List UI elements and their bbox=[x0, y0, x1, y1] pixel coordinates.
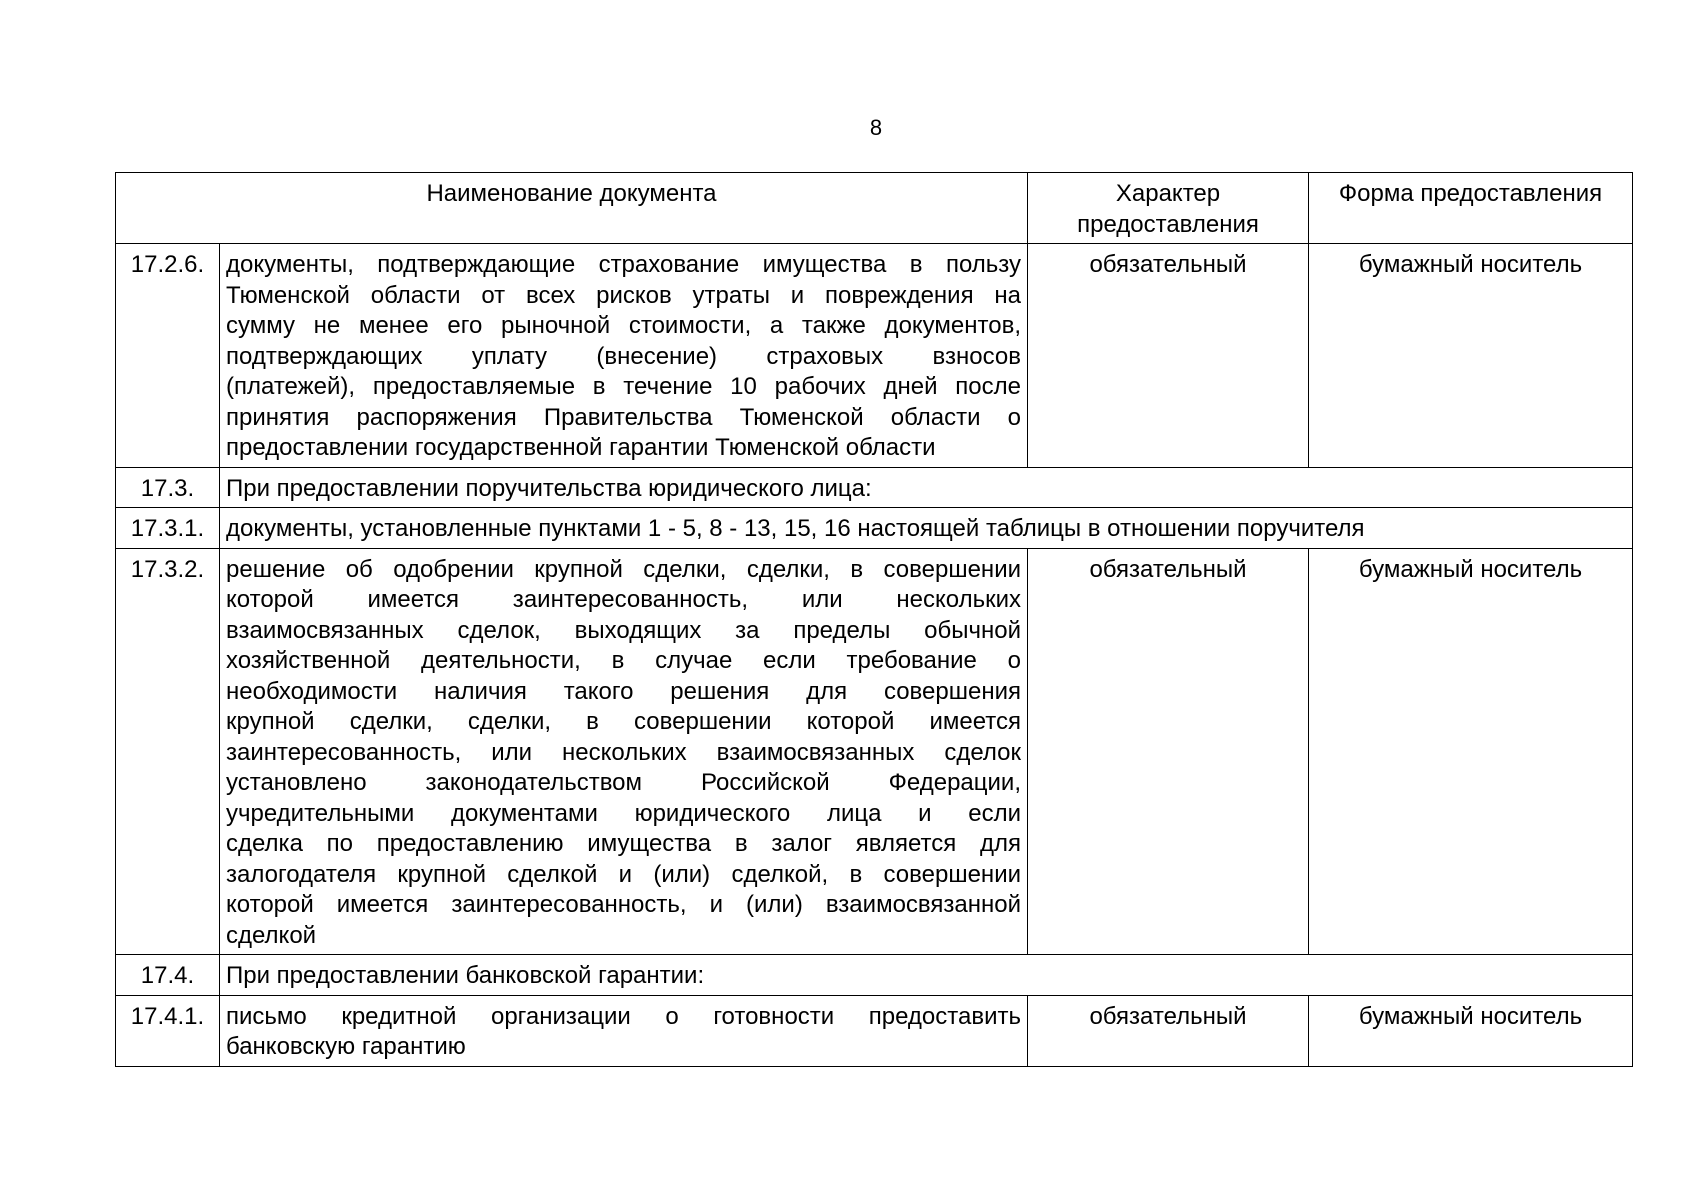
form-cell: бумажный носитель bbox=[1309, 995, 1633, 1066]
row-number: 17.4. bbox=[116, 955, 220, 996]
description-line: необходимости наличия такого решения для совершения bbox=[226, 677, 1021, 705]
table-row bbox=[116, 995, 1633, 1066]
header-form: Форма предоставления bbox=[1309, 173, 1633, 244]
table-row bbox=[116, 548, 1633, 955]
form-cell: бумажный носитель bbox=[1309, 548, 1633, 955]
header-character-line: предоставления bbox=[1077, 210, 1259, 238]
description-line: (платежей), предоставляемые в течение 10 рабочих дней после bbox=[226, 373, 1021, 400]
documents-table bbox=[115, 172, 1633, 1067]
character-cell: обязательный bbox=[1028, 995, 1309, 1066]
description-line: подтверждающих уплату (внесение) страховых взносов bbox=[226, 342, 1021, 370]
row-number: 17.2.6. bbox=[116, 244, 220, 468]
description-line: хозяйственной деятельности, в случае если требование о bbox=[226, 647, 1021, 674]
description-line: взаимосвязанных сделок, выходящих за пределы обычной bbox=[226, 616, 1021, 644]
row-number: 17.3. bbox=[116, 467, 220, 508]
description-line: заинтересованность, или нескольких взаимосвязанных сделок bbox=[226, 738, 1021, 766]
description-line: банковскую гарантию bbox=[226, 1033, 466, 1060]
table-row bbox=[116, 467, 1633, 508]
section-heading: документы, установленные пунктами 1 - 5, 8 - 13, 15, 16 настоящей таблицы в отношении поручителя bbox=[220, 508, 1633, 549]
description-line: письмо кредитной организации о готовности предоставить bbox=[226, 1002, 1021, 1030]
description-line: предоставлении государственной гарантии Тюменской области bbox=[226, 434, 936, 461]
description-line: сумму не менее его рыночной стоимости, а также документов, bbox=[226, 312, 1021, 339]
row-number: 17.3.1. bbox=[116, 508, 220, 549]
header-character-line: Характер bbox=[1115, 180, 1221, 207]
description-line: сделкой bbox=[226, 921, 317, 949]
description-line: которой имеется заинтересованность, и (или) взаимосвязанной bbox=[226, 891, 1021, 918]
row-number: 17.3.2. bbox=[116, 548, 220, 955]
description-line: сделка по предоставлению имущества в залог является для bbox=[226, 830, 1021, 857]
description-line: установлено законодательством Российской Федерации, bbox=[226, 769, 1021, 796]
description-line: которой имеется заинтересованность, или нескольких bbox=[226, 586, 1021, 613]
description-line: документы, подтверждающие страхование имущества в пользу bbox=[226, 251, 1021, 278]
section-heading: При предоставлении поручительства юридического лица: bbox=[220, 467, 1633, 508]
table-row bbox=[116, 244, 1633, 468]
description-line: учредительными документами юридического лица и если bbox=[226, 799, 1021, 827]
character-cell: обязательный bbox=[1028, 244, 1309, 468]
description-line: решение об одобрении крупной сделки, сделки, в совершении bbox=[226, 555, 1021, 583]
description-line: принятия распоряжения Правительства Тюменской области о bbox=[226, 403, 1021, 431]
page-number: 8 bbox=[869, 115, 883, 140]
character-cell: обязательный bbox=[1028, 548, 1309, 955]
section-heading: При предоставлении банковской гарантии: bbox=[220, 955, 1633, 996]
form-cell: бумажный носитель bbox=[1309, 244, 1633, 468]
document-description bbox=[220, 548, 1028, 955]
row-number: 17.4.1. bbox=[116, 995, 220, 1066]
description-line: крупной сделки, сделки, в совершении которой имеется bbox=[226, 708, 1021, 735]
table-body bbox=[116, 173, 1633, 1067]
table-header-row bbox=[116, 173, 1633, 244]
description-line: залогодателя крупной сделкой и (или) сделкой, в совершении bbox=[226, 860, 1021, 888]
document-description bbox=[220, 244, 1028, 468]
header-character bbox=[1028, 173, 1309, 244]
table-row bbox=[116, 955, 1633, 996]
header-document-name: Наименование документа bbox=[116, 173, 1028, 244]
description-line: Тюменской области от всех рисков утраты и повреждения на bbox=[226, 281, 1021, 309]
table-row bbox=[116, 508, 1633, 549]
document-description bbox=[220, 995, 1028, 1066]
